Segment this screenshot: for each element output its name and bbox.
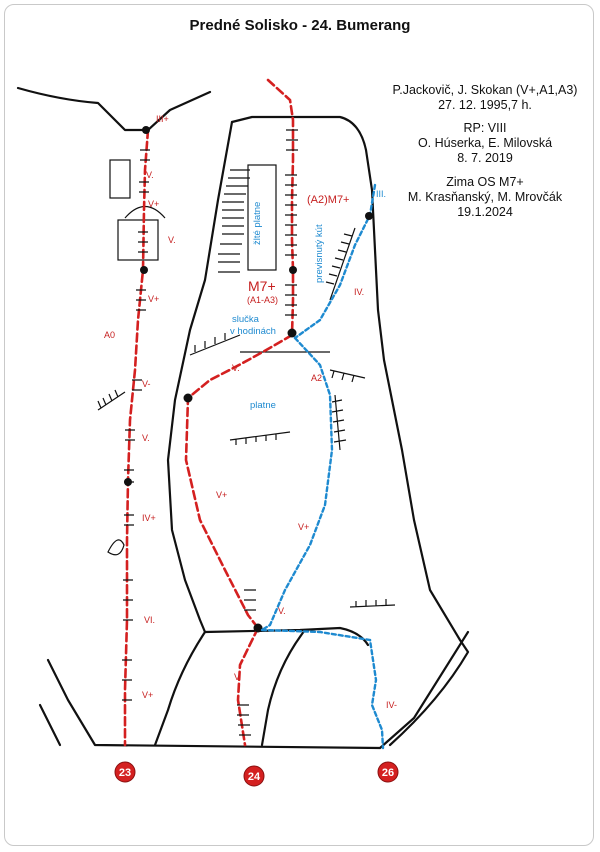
mid-roof-feature [230,432,290,445]
a2-roof-feature [330,370,365,382]
right-crack-feature [332,395,346,450]
route-26-lower [262,630,383,748]
grade-23-vplus1: V+ [148,199,160,209]
right-roof-feature [350,599,395,607]
route-26-number: 26 [381,767,395,779]
pillar-outline [232,117,468,745]
redpoint-line-1: RP: VIII [463,121,507,135]
route-24-lower [238,628,258,745]
grade-23-top: III+ [156,114,169,124]
rock-outlines [18,88,468,748]
grade-24-v-mid: V. [232,363,240,373]
belay-24-2 [288,329,297,338]
grade-24-v-bottom: V [234,672,241,682]
route-23-marker [115,762,135,782]
grade-23-vi: VI. [144,615,156,625]
route-23-number: 23 [118,767,132,779]
redpoint-line-2: O. Húserka, E. Milovská [417,136,553,150]
base-line-left [40,705,60,745]
pillar-left-edge [168,122,232,632]
label-sling-1: slučka [232,314,259,325]
belay-24-1 [289,266,297,274]
grade-23-vminus: V- [142,379,151,389]
label-overhanging-corner: previsnutý kút [314,224,325,283]
grade-26-iv: IV. [354,287,365,297]
route-24 [184,80,299,745]
label-a1a3: (A1-A3) [247,295,279,305]
belay-23-1 [142,126,150,134]
grade-26-ivminus: IV- [386,700,398,710]
belay-26-1 [365,212,373,220]
redpoint-line-3: 8. 7. 2019 [457,151,513,165]
left-boulder [108,540,124,555]
route-markers [115,762,398,786]
label-yellow-slabs: žlté platne [252,201,263,245]
left-block-1 [110,160,130,198]
page-title: Predné Solisko - 24. Bumerang [189,17,411,34]
winter-line-2: M. Krasňanský, M. Mrovčák [407,190,563,204]
grade-23-v3: V. [142,433,150,443]
left-block-2 [118,220,158,260]
grade-26-iii: III. [376,189,387,199]
grade-23-ivplus: IV+ [142,513,156,523]
right-gully [262,630,305,745]
route-26-upper [295,185,375,338]
label-m7-lower: M7+ [248,278,276,294]
belay-24-4 [254,624,263,633]
right-slope-hatch [326,228,355,300]
winter-line-3: 19.1.2024 [457,205,513,219]
left-gully [155,632,205,745]
left-slope-hatch [98,390,125,410]
left-ridge-top [18,88,210,130]
grade-23-vplus2: V+ [148,294,160,304]
grade-23-a0: A0 [104,330,116,340]
crack-feature [218,170,250,272]
label-m7-upper: (A2)M7+ [307,194,350,206]
route-24-middle [186,335,292,628]
first-ascent-line-2: 27. 12. 1995,7 h. [438,98,532,112]
grade-23-v1: V. [146,170,154,180]
route-24-marker [244,766,264,786]
first-ascent-line-1: P.Jackovič, J. Skokan (V+,A1,A3) [392,83,578,97]
label-sling-2: v hodinách [230,326,276,337]
grade-26-vplus: V+ [298,522,310,532]
label-slabs: platne [250,400,276,411]
grade-24-vplus: V+ [216,490,228,500]
grade-24-v-low: V. [278,606,286,616]
winter-line-1: Zima OS M7+ [446,175,524,189]
belay-24-3 [184,394,193,403]
grade-23-v2: V. [168,235,176,245]
belay-23-3 [124,478,132,486]
route-grades [104,114,397,710]
grade-26-a2: A2 [311,373,323,383]
route-24-number: 24 [247,771,261,783]
belay-23-2 [140,266,148,274]
grade-23-vplus3: V+ [142,690,154,700]
route-26-marker [378,762,398,782]
